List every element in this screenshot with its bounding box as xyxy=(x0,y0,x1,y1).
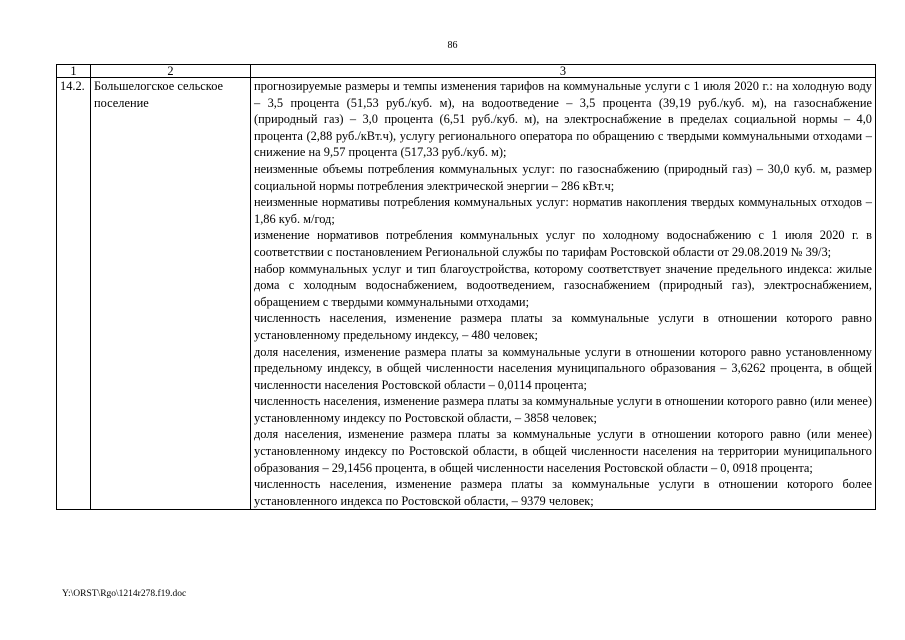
paragraph-tariff-forecast: прогнозируемые размеры и темпы изменения тарифов на коммунальные услуги с 1 июля 2020 г.: на холодную воду – 3,5 процента (51,53 руб./куб. м), на водоотведение – 3,5 процента (39,19 руб./куб. м), на газоснабжение (природный газ) – 3,0 процента (6,51 руб./куб. м), на электроснабжение в пределах социальной нормы – 4,0 процента (2,88 руб./кВт.ч), услугу регионального оператора по обращению с твердыми коммунальными отходами – снижение на 9,57 процента (517,33 руб./куб. м); xyxy=(254,79,872,160)
paragraph-consumption-volumes: неизменные объемы потребления коммунальных услуг: по газоснабжению (природный газ) – 30,0 куб. м, размер социальной нормы потребления электрической энергии – 286 кВт.ч; xyxy=(254,161,872,193)
footer-file-path: Y:\ORST\Rgo\1214r278.f19.doc xyxy=(62,589,187,599)
paragraph-share-equal: доля населения, изменение размера платы за коммунальные услуги в отношении которого равно установленному предельному индексу, в общей численности населения муниципального образования – 3,6262 процента, в общей численности населения Ростовской области – 0,0114 процента; xyxy=(254,344,872,392)
tariff-table xyxy=(56,64,876,510)
paragraph-population-less: численность населения, изменение размера платы за коммунальные услуги в отношении которого равно (или менее) установленному индексу по Ростовской области, – 3858 человек; xyxy=(254,394,872,425)
row-number-cell: 14.2. xyxy=(57,78,91,510)
header-cell-2: 2 xyxy=(91,65,251,78)
header-cell-3: 3 xyxy=(251,65,876,78)
table-header-row xyxy=(57,65,876,78)
paragraph-service-set: набор коммунальных услуг и тип благоустройства, которому соответствует значение предельного индекса: жилые дома с холодным водоснабжением, водоотведением, газоснабжением (природный газ), электроснабжением, обращением с твердыми коммунальными отходами; xyxy=(254,261,872,309)
paragraph-consumption-norms: неизменные нормативы потребления коммунальных услуг: норматив накопления твердых коммунальных отходов – 1,86 куб. м/год; xyxy=(254,195,872,226)
paragraph-share-less: доля населения, изменение размера платы за коммунальные услуги в отношении которого равно (или менее) установленному индексу по Ростовской области, в общей численности населения на территории муниципального образования – 29,1456 процента, в общей численности населения Ростовской области – 0, 0918 процента; xyxy=(254,427,872,475)
table-row xyxy=(57,78,876,510)
content-cell xyxy=(251,78,876,510)
paragraph-population-more: численность населения, изменение размера платы за коммунальные услуги в отношении которого более установленного индекса по Ростовской области, – 9379 человек; xyxy=(254,477,872,508)
paragraph-norm-changes: изменение нормативов потребления коммунальных услуг по холодному водоснабжению с 1 июля 2020 г. в соответствии с постановлением Региональной службы по тарифам Ростовской области от 29.08.2019 № 39/3; xyxy=(254,228,872,259)
settlement-name-cell: Большелогское сельское поселение xyxy=(91,78,251,510)
paragraph-population-equal: численность населения, изменение размера платы за коммунальные услуги в отношении которого равно установленному предельному индексу, – 480 человек; xyxy=(254,311,872,342)
header-cell-1: 1 xyxy=(57,65,91,78)
page-number: 86 xyxy=(447,40,458,51)
